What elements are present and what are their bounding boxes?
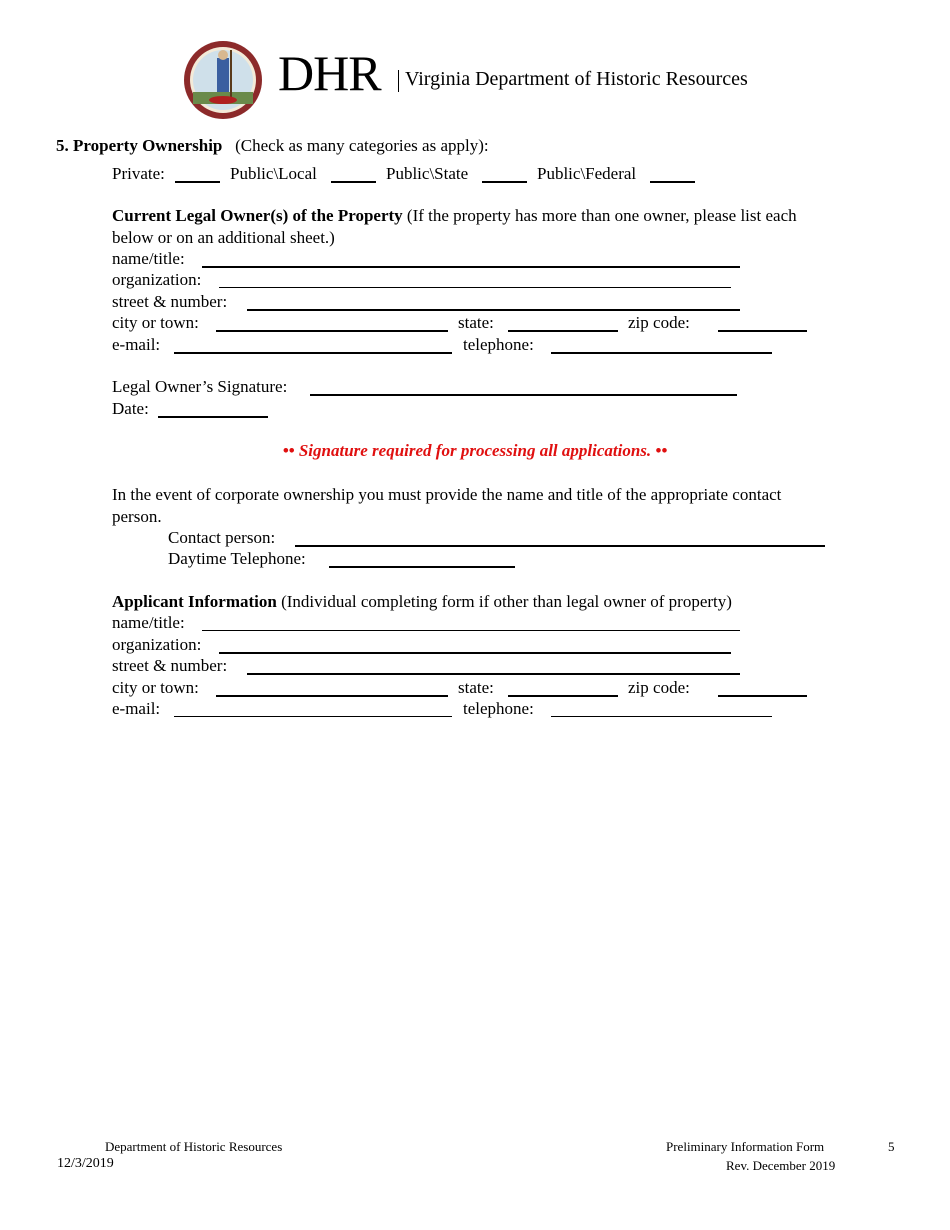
owner-org-label: organization: — [112, 270, 202, 289]
owner-street-field[interactable] — [247, 309, 740, 311]
applicant-name-label: name/title: — [112, 613, 185, 632]
applicant-org-field[interactable] — [219, 652, 731, 654]
applicant-heading-title: Applicant Information — [112, 592, 277, 611]
applicant-org-label: organization: — [112, 635, 202, 654]
applicant-email-field[interactable] — [174, 716, 452, 717]
category-private-blank[interactable] — [175, 181, 220, 183]
category-local-blank[interactable] — [331, 181, 376, 183]
owner-signature-field[interactable] — [310, 394, 737, 396]
category-local-label: Public\Local — [230, 164, 317, 183]
owner-city-field[interactable] — [216, 330, 448, 332]
contact-person-label: Contact person: — [168, 528, 276, 547]
owner-phone-label: telephone: — [463, 335, 534, 354]
owner-name-field[interactable] — [202, 266, 740, 268]
applicant-state-field[interactable] — [508, 695, 618, 697]
owner-zip-label: zip code: — [628, 313, 690, 332]
daytime-phone-field[interactable] — [329, 566, 515, 568]
footer-revision: Rev. December 2019 — [726, 1158, 836, 1173]
applicant-city-field[interactable] — [216, 695, 448, 697]
owner-phone-field[interactable] — [551, 352, 772, 354]
daytime-phone-label: Daytime Telephone: — [168, 549, 306, 568]
corporate-text-2: person. — [112, 507, 162, 526]
applicant-zip-field[interactable] — [718, 695, 807, 697]
applicant-zip-label: zip code: — [628, 678, 690, 697]
applicant-street-label: street & number: — [112, 656, 228, 675]
applicant-phone-field[interactable] — [551, 716, 772, 717]
signature-notice: •• Signature required for processing all applications. •• — [282, 441, 668, 460]
applicant-heading — [112, 592, 732, 612]
owner-street-label: street & number: — [112, 292, 228, 311]
applicant-heading-note: (Individual completing form if other than legal owner of property) — [281, 592, 732, 611]
footer-department: Department of Historic Resources — [105, 1139, 283, 1154]
applicant-name-field[interactable] — [202, 630, 740, 631]
owner-city-label: city or town: — [112, 313, 199, 332]
category-federal-blank[interactable] — [650, 181, 695, 183]
applicant-street-field[interactable] — [247, 673, 740, 675]
contact-person-field[interactable] — [295, 545, 825, 547]
dhr-logo: DHR — [278, 45, 381, 101]
owner-date-label: Date: — [112, 399, 149, 418]
owner-heading-note-2: below or on an additional sheet.) — [112, 228, 335, 247]
corporate-text-1: In the event of corporate ownership you must provide the name and title of the appropriate contact — [112, 485, 782, 504]
section-title-text: 5. Property Ownership — [56, 136, 223, 155]
owner-state-label: state: — [458, 313, 494, 332]
owner-email-label: e-mail: — [112, 335, 161, 354]
footer-page-number: 5 — [888, 1139, 895, 1154]
footer-form-name: Preliminary Information Form — [666, 1139, 825, 1154]
logo-separator — [398, 70, 399, 92]
footer-date: 12/3/2019 — [57, 1156, 114, 1171]
applicant-phone-label: telephone: — [463, 699, 534, 718]
owner-signature-label: Legal Owner’s Signature: — [112, 377, 288, 396]
section-title — [56, 136, 489, 156]
applicant-email-label: e-mail: — [112, 699, 161, 718]
category-federal-label: Public\Federal — [537, 164, 637, 183]
owner-heading-title: Current Legal Owner(s) of the Property — [112, 206, 403, 225]
owner-org-field[interactable] — [219, 287, 731, 288]
department-name: Virginia Department of Historic Resources — [405, 68, 748, 90]
owner-state-field[interactable] — [508, 330, 618, 332]
applicant-city-label: city or town: — [112, 678, 199, 697]
owner-heading — [112, 206, 797, 226]
owner-heading-note: (If the property has more than one owner, please list each — [406, 206, 797, 225]
owner-email-field[interactable] — [174, 352, 452, 354]
category-state-blank[interactable] — [482, 181, 527, 183]
owner-date-field[interactable] — [158, 416, 268, 418]
virginia-seal-icon — [183, 40, 263, 120]
category-private-label: Private: — [112, 164, 165, 183]
category-state-label: Public\State — [386, 164, 469, 183]
applicant-state-label: state: — [458, 678, 494, 697]
owner-name-label: name/title: — [112, 249, 185, 268]
section-instruction: (Check as many categories as apply): — [235, 136, 489, 155]
owner-zip-field[interactable] — [718, 330, 807, 332]
